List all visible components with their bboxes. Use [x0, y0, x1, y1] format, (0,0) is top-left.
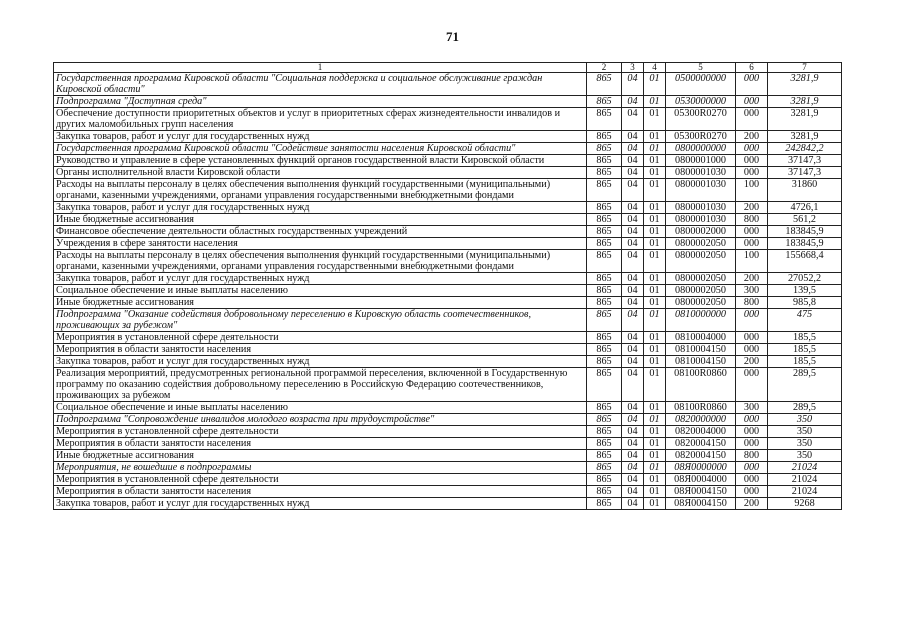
row-amount: 183845,9: [768, 226, 842, 238]
row-code-subsection: 01: [644, 73, 666, 96]
row-code-target: 0500000000: [666, 73, 736, 96]
row-description: Расходы на выплаты персоналу в целях обеспечения выполнения функций государственными (муниципальными) органами, казенными учреждениями, органами управления государственными внебюджетными фондами: [54, 250, 587, 273]
row-code-ministry: 865: [587, 226, 622, 238]
row-code-expense-type: 000: [736, 167, 768, 179]
row-amount: 37147,3: [768, 155, 842, 167]
row-code-expense-type: 200: [736, 498, 768, 510]
row-code-expense-type: 800: [736, 297, 768, 309]
row-amount: 185,5: [768, 332, 842, 344]
row-description: Реализация мероприятий, предусмотренных региональной программой переселения, включенной в Государственную программу по оказанию содействия добровольному переселению в Российскую Федерацию соотечественников, проживающих за рубежом: [54, 368, 587, 402]
col-header-5: 5: [666, 63, 736, 73]
table-row: [54, 368, 842, 402]
col-header-6: 6: [736, 63, 768, 73]
table-row: [54, 344, 842, 356]
row-code-section: 04: [622, 273, 644, 285]
row-amount: 183845,9: [768, 238, 842, 250]
row-code-target: 0810004150: [666, 344, 736, 356]
row-code-subsection: 01: [644, 309, 666, 332]
row-code-target: 0800001030: [666, 179, 736, 202]
row-code-subsection: 01: [644, 108, 666, 131]
row-code-section: 04: [622, 498, 644, 510]
row-code-expense-type: 000: [736, 368, 768, 402]
row-code-ministry: 865: [587, 474, 622, 486]
row-code-expense-type: 000: [736, 96, 768, 108]
row-code-subsection: 01: [644, 297, 666, 309]
col-header-3: 3: [622, 63, 644, 73]
row-code-ministry: 865: [587, 73, 622, 96]
row-code-subsection: 01: [644, 462, 666, 474]
row-amount: 475: [768, 309, 842, 332]
row-amount: 155668,4: [768, 250, 842, 273]
row-description: Иные бюджетные ассигнования: [54, 214, 587, 226]
header-row: [54, 63, 842, 73]
row-code-expense-type: 800: [736, 450, 768, 462]
row-code-subsection: 01: [644, 273, 666, 285]
row-code-target: 0820004000: [666, 426, 736, 438]
row-code-target: 0810000000: [666, 309, 736, 332]
row-code-expense-type: 200: [736, 131, 768, 143]
row-amount: 242842,2: [768, 143, 842, 155]
row-code-ministry: 865: [587, 486, 622, 498]
row-code-section: 04: [622, 356, 644, 368]
row-code-expense-type: 000: [736, 309, 768, 332]
row-code-target: 0810004150: [666, 356, 736, 368]
row-code-subsection: 01: [644, 402, 666, 414]
table-row: [54, 309, 842, 332]
row-code-section: 04: [622, 474, 644, 486]
row-code-subsection: 01: [644, 131, 666, 143]
row-amount: 37147,3: [768, 167, 842, 179]
row-code-subsection: 01: [644, 450, 666, 462]
row-code-target: 0800001000: [666, 155, 736, 167]
row-code-section: 04: [622, 438, 644, 450]
row-code-subsection: 01: [644, 226, 666, 238]
row-description: Закупка товаров, работ и услуг для государственных нужд: [54, 273, 587, 285]
row-amount: 350: [768, 426, 842, 438]
row-amount: 21024: [768, 486, 842, 498]
row-code-section: 04: [622, 214, 644, 226]
row-code-subsection: 01: [644, 167, 666, 179]
row-code-target: 08Я0000000: [666, 462, 736, 474]
row-code-ministry: 865: [587, 273, 622, 285]
table-row: [54, 250, 842, 273]
row-code-ministry: 865: [587, 332, 622, 344]
row-code-expense-type: 000: [736, 332, 768, 344]
row-code-section: 04: [622, 143, 644, 155]
row-code-subsection: 01: [644, 438, 666, 450]
row-description: Мероприятия в установленной сфере деятельности: [54, 332, 587, 344]
row-amount: 985,8: [768, 297, 842, 309]
row-code-ministry: 865: [587, 167, 622, 179]
row-code-target: 0800001030: [666, 214, 736, 226]
row-code-section: 04: [622, 426, 644, 438]
row-description: Социальное обеспечение и иные выплаты населению: [54, 285, 587, 297]
row-description: Государственная программа Кировской области "Социальная поддержка и социальное обслуживание граждан Кировской области": [54, 73, 587, 96]
row-code-target: 0800002050: [666, 250, 736, 273]
table-row: [54, 438, 842, 450]
row-description: Закупка товаров, работ и услуг для государственных нужд: [54, 498, 587, 510]
row-code-ministry: 865: [587, 285, 622, 297]
row-code-subsection: 01: [644, 214, 666, 226]
row-amount: 289,5: [768, 368, 842, 402]
row-amount: 561,2: [768, 214, 842, 226]
table-row: [54, 297, 842, 309]
row-code-ministry: 865: [587, 414, 622, 426]
table-row: [54, 356, 842, 368]
row-code-target: 0530000000: [666, 96, 736, 108]
row-description: Социальное обеспечение и иные выплаты населению: [54, 402, 587, 414]
row-code-target: 0800002050: [666, 273, 736, 285]
table-row: [54, 96, 842, 108]
row-code-expense-type: 200: [736, 356, 768, 368]
row-code-section: 04: [622, 226, 644, 238]
row-description: Иные бюджетные ассигнования: [54, 297, 587, 309]
row-code-subsection: 01: [644, 474, 666, 486]
col-header-4: 4: [644, 63, 666, 73]
row-code-target: 0800002050: [666, 238, 736, 250]
row-amount: 350: [768, 414, 842, 426]
row-description: Обеспечение доступности приоритетных объектов и услуг в приоритетных сферах жизнедеятельности инвалидов и других маломобильных групп населения: [54, 108, 587, 131]
row-amount: 185,5: [768, 344, 842, 356]
budget-table: [53, 62, 842, 510]
row-description: Мероприятия в области занятости населения: [54, 344, 587, 356]
row-code-subsection: 01: [644, 155, 666, 167]
table-row: [54, 273, 842, 285]
row-description: Подпрограмма "Сопровождение инвалидов молодого возраста при трудоустройстве": [54, 414, 587, 426]
row-code-ministry: 865: [587, 462, 622, 474]
row-amount: 9268: [768, 498, 842, 510]
row-code-section: 04: [622, 179, 644, 202]
row-code-section: 04: [622, 368, 644, 402]
row-code-target: 05300R0270: [666, 108, 736, 131]
table-row: [54, 332, 842, 344]
row-code-ministry: 865: [587, 96, 622, 108]
table-row: [54, 155, 842, 167]
row-code-expense-type: 800: [736, 214, 768, 226]
row-code-subsection: 01: [644, 332, 666, 344]
row-code-section: 04: [622, 96, 644, 108]
row-code-section: 04: [622, 131, 644, 143]
row-code-ministry: 865: [587, 131, 622, 143]
row-code-expense-type: 100: [736, 250, 768, 273]
row-code-section: 04: [622, 155, 644, 167]
row-code-expense-type: 000: [736, 108, 768, 131]
row-description: Органы исполнительной власти Кировской области: [54, 167, 587, 179]
row-code-subsection: 01: [644, 356, 666, 368]
row-amount: 21024: [768, 462, 842, 474]
row-code-subsection: 01: [644, 143, 666, 155]
row-code-subsection: 01: [644, 250, 666, 273]
row-code-ministry: 865: [587, 202, 622, 214]
row-code-ministry: 865: [587, 344, 622, 356]
table-row: [54, 238, 842, 250]
row-code-ministry: 865: [587, 238, 622, 250]
table-row: [54, 486, 842, 498]
row-code-section: 04: [622, 309, 644, 332]
row-code-ministry: 865: [587, 402, 622, 414]
row-code-expense-type: 000: [736, 426, 768, 438]
row-amount: 3281,9: [768, 108, 842, 131]
row-code-expense-type: 000: [736, 486, 768, 498]
row-description: Иные бюджетные ассигнования: [54, 450, 587, 462]
row-code-expense-type: 000: [736, 414, 768, 426]
row-description: Финансовое обеспечение деятельности областных государственных учреждений: [54, 226, 587, 238]
table-row: [54, 179, 842, 202]
table-row: [54, 498, 842, 510]
row-code-section: 04: [622, 402, 644, 414]
row-code-section: 04: [622, 486, 644, 498]
row-description: Государственная программа Кировской области "Содействие занятости населения Кировской области": [54, 143, 587, 155]
row-code-ministry: 865: [587, 438, 622, 450]
row-amount: 21024: [768, 474, 842, 486]
row-code-section: 04: [622, 73, 644, 96]
row-code-target: 08100R0860: [666, 368, 736, 402]
row-description: Мероприятия в установленной сфере деятельности: [54, 426, 587, 438]
table-row: [54, 426, 842, 438]
row-code-expense-type: 000: [736, 438, 768, 450]
row-code-ministry: 865: [587, 450, 622, 462]
table-row: [54, 462, 842, 474]
row-code-target: 0820000000: [666, 414, 736, 426]
row-code-target: 0800000000: [666, 143, 736, 155]
table-row: [54, 108, 842, 131]
row-code-expense-type: 300: [736, 402, 768, 414]
row-code-target: 0800002050: [666, 285, 736, 297]
row-code-section: 04: [622, 414, 644, 426]
table-row: [54, 285, 842, 297]
row-code-section: 04: [622, 250, 644, 273]
row-code-section: 04: [622, 108, 644, 131]
row-amount: 4726,1: [768, 202, 842, 214]
row-code-ministry: 865: [587, 143, 622, 155]
row-code-subsection: 01: [644, 426, 666, 438]
row-code-ministry: 865: [587, 108, 622, 131]
row-code-expense-type: 200: [736, 202, 768, 214]
row-code-subsection: 01: [644, 238, 666, 250]
row-description: Подпрограмма "Доступная среда": [54, 96, 587, 108]
col-header-7: 7: [768, 63, 842, 73]
row-code-subsection: 01: [644, 344, 666, 356]
row-code-section: 04: [622, 285, 644, 297]
row-code-subsection: 01: [644, 414, 666, 426]
row-code-target: 0810004000: [666, 332, 736, 344]
table-row: [54, 474, 842, 486]
row-description: Расходы на выплаты персоналу в целях обеспечения выполнения функций государственными (муниципальными) органами, казенными учреждениями, органами управления государственными внебюджетными фондами: [54, 179, 587, 202]
table-row: [54, 131, 842, 143]
row-description: Мероприятия в области занятости населения: [54, 438, 587, 450]
table-row: [54, 450, 842, 462]
row-amount: 350: [768, 438, 842, 450]
row-code-subsection: 01: [644, 498, 666, 510]
row-amount: 3281,9: [768, 73, 842, 96]
row-code-ministry: 865: [587, 356, 622, 368]
row-code-section: 04: [622, 238, 644, 250]
table-row: [54, 167, 842, 179]
row-code-expense-type: 000: [736, 474, 768, 486]
row-amount: 31860: [768, 179, 842, 202]
row-code-expense-type: 000: [736, 238, 768, 250]
row-code-expense-type: 000: [736, 462, 768, 474]
row-code-expense-type: 000: [736, 73, 768, 96]
row-amount: 3281,9: [768, 131, 842, 143]
row-description: Руководство и управление в сфере установленных функций органов государственной власти Кировской области: [54, 155, 587, 167]
row-description: Закупка товаров, работ и услуг для государственных нужд: [54, 131, 587, 143]
table-row: [54, 73, 842, 96]
row-amount: 289,5: [768, 402, 842, 414]
row-code-ministry: 865: [587, 214, 622, 226]
row-code-expense-type: 000: [736, 155, 768, 167]
row-code-target: 0800001030: [666, 167, 736, 179]
row-code-section: 04: [622, 332, 644, 344]
row-code-target: 0820004150: [666, 438, 736, 450]
row-code-expense-type: 100: [736, 179, 768, 202]
row-code-ministry: 865: [587, 368, 622, 402]
row-code-target: 0800001030: [666, 202, 736, 214]
row-code-section: 04: [622, 462, 644, 474]
row-amount: 3281,9: [768, 96, 842, 108]
row-code-expense-type: 300: [736, 285, 768, 297]
row-code-ministry: 865: [587, 309, 622, 332]
table-row: [54, 414, 842, 426]
row-description: Закупка товаров, работ и услуг для государственных нужд: [54, 202, 587, 214]
row-code-ministry: 865: [587, 179, 622, 202]
row-code-target: 08Я0004000: [666, 474, 736, 486]
row-code-ministry: 865: [587, 155, 622, 167]
row-description: Подпрограмма "Оказание содействия добровольному переселению в Кировскую область соотечественников, проживающих за рубежом": [54, 309, 587, 332]
table-row: [54, 402, 842, 414]
row-code-section: 04: [622, 202, 644, 214]
row-code-expense-type: 000: [736, 143, 768, 155]
row-code-section: 04: [622, 344, 644, 356]
row-code-target: 08Я0004150: [666, 486, 736, 498]
row-code-subsection: 01: [644, 179, 666, 202]
row-description: Мероприятия в области занятости населения: [54, 486, 587, 498]
table-body: [54, 73, 842, 510]
row-amount: 185,5: [768, 356, 842, 368]
table-row: [54, 143, 842, 155]
row-code-subsection: 01: [644, 486, 666, 498]
table-row: [54, 226, 842, 238]
row-amount: 27052,2: [768, 273, 842, 285]
table-row: [54, 214, 842, 226]
row-code-target: 08100R0860: [666, 402, 736, 414]
page-number: 71: [446, 29, 459, 44]
row-code-subsection: 01: [644, 285, 666, 297]
row-code-section: 04: [622, 450, 644, 462]
row-code-target: 0820004150: [666, 450, 736, 462]
col-header-2: 2: [587, 63, 622, 73]
table-row: [54, 202, 842, 214]
row-code-ministry: 865: [587, 297, 622, 309]
row-description: Закупка товаров, работ и услуг для государственных нужд: [54, 356, 587, 368]
row-amount: 350: [768, 450, 842, 462]
row-code-target: 0800002050: [666, 297, 736, 309]
row-code-section: 04: [622, 297, 644, 309]
row-code-subsection: 01: [644, 96, 666, 108]
row-code-target: 0800002000: [666, 226, 736, 238]
row-code-ministry: 865: [587, 426, 622, 438]
row-code-ministry: 865: [587, 498, 622, 510]
row-description: Мероприятия, не вошедшие в подпрограммы: [54, 462, 587, 474]
row-code-expense-type: 000: [736, 226, 768, 238]
row-code-target: 05300R0270: [666, 131, 736, 143]
row-code-expense-type: 200: [736, 273, 768, 285]
row-description: Учреждения в сфере занятости населения: [54, 238, 587, 250]
row-code-ministry: 865: [587, 250, 622, 273]
row-code-target: 08Я0004150: [666, 498, 736, 510]
row-amount: 139,5: [768, 285, 842, 297]
col-header-1: 1: [54, 63, 587, 73]
row-code-section: 04: [622, 167, 644, 179]
row-code-subsection: 01: [644, 202, 666, 214]
row-code-subsection: 01: [644, 368, 666, 402]
row-code-expense-type: 000: [736, 344, 768, 356]
row-description: Мероприятия в установленной сфере деятельности: [54, 474, 587, 486]
